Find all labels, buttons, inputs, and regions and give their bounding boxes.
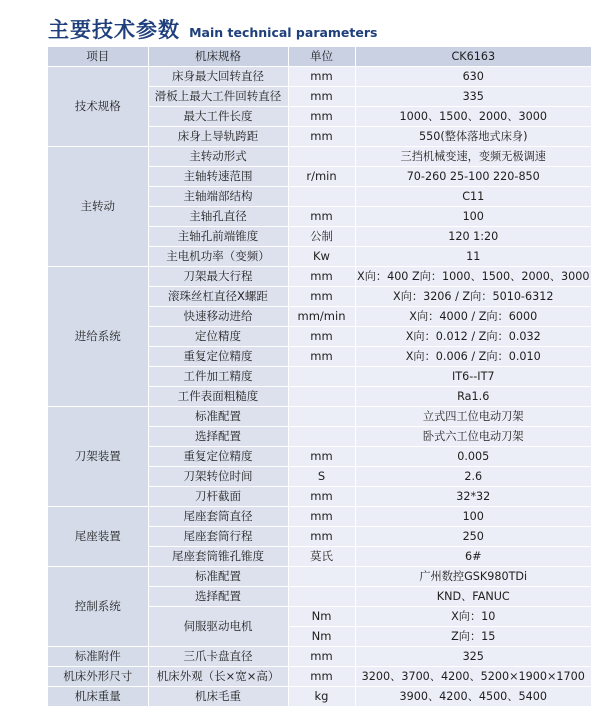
spec-name-cell: 尾座套筒锥孔锥度 bbox=[148, 547, 288, 567]
unit-cell: mm bbox=[288, 267, 355, 287]
unit-cell: mm bbox=[288, 127, 355, 147]
spec-name-cell: 标准配置 bbox=[148, 407, 288, 427]
value-cell: 0.005 bbox=[355, 447, 591, 467]
spec-name-cell: 刀杆截面 bbox=[148, 487, 288, 507]
spec-name-cell: 机床外观（长×宽×高） bbox=[148, 667, 288, 687]
unit-cell bbox=[288, 147, 355, 167]
unit-cell: r/min bbox=[288, 167, 355, 187]
spec-name-cell: 工件加工精度 bbox=[148, 367, 288, 387]
spec-table-body bbox=[48, 47, 591, 707]
page-title bbox=[48, 14, 377, 40]
value-cell: 立式四工位电动刀架 bbox=[355, 407, 591, 427]
unit-cell bbox=[288, 187, 355, 207]
group-name-cell: 进给系统 bbox=[48, 267, 148, 407]
value-cell: 630 bbox=[355, 67, 591, 87]
spec-name-cell: 主电机功率（变频） bbox=[148, 247, 288, 267]
value-cell: X向：3206 / Z向：5010-6312 bbox=[355, 287, 591, 307]
spec-name-cell: 主轴孔直径 bbox=[148, 207, 288, 227]
table-row bbox=[48, 407, 591, 427]
value-cell: 100 bbox=[355, 207, 591, 227]
unit-cell: mm bbox=[288, 87, 355, 107]
spec-name-cell: 重复定位精度 bbox=[148, 447, 288, 467]
spec-name-cell: 滚珠丝杠直径X螺距 bbox=[148, 287, 288, 307]
unit-cell: mm bbox=[288, 107, 355, 127]
unit-cell: mm bbox=[288, 327, 355, 347]
value-cell: 卧式六工位电动刀架 bbox=[355, 427, 591, 447]
unit-cell bbox=[288, 387, 355, 407]
group-name-cell: 尾座装置 bbox=[48, 507, 148, 567]
value-cell: 1000、1500、2000、3000 bbox=[355, 107, 591, 127]
value-cell: X向：0.006 / Z向：0.010 bbox=[355, 347, 591, 367]
unit-cell: mm bbox=[288, 527, 355, 547]
unit-cell: kg bbox=[288, 687, 355, 707]
spec-name-cell: 重复定位精度 bbox=[148, 347, 288, 367]
group-name-cell: 刀架装置 bbox=[48, 407, 148, 507]
spec-name-cell: 刀架最大行程 bbox=[148, 267, 288, 287]
unit-cell: mm bbox=[288, 67, 355, 87]
table-row bbox=[48, 67, 591, 87]
group-name-cell: 技术规格 bbox=[48, 67, 148, 147]
value-cell: 三挡机械变速，变频无极调速 bbox=[355, 147, 591, 167]
value-cell: X向：4000 / Z向：6000 bbox=[355, 307, 591, 327]
group-name-cell: 标准附件 bbox=[48, 647, 148, 667]
unit-cell: Nm bbox=[288, 607, 355, 627]
value-cell: 100 bbox=[355, 507, 591, 527]
spec-name-cell: 床身上导轨跨距 bbox=[148, 127, 288, 147]
spec-name-cell: 主轴转速范围 bbox=[148, 167, 288, 187]
table-row bbox=[48, 667, 591, 687]
value-cell: X向：0.012 / Z向：0.032 bbox=[355, 327, 591, 347]
value-cell: Ra1.6 bbox=[355, 387, 591, 407]
group-name-cell: 控制系统 bbox=[48, 567, 148, 647]
value-cell: 32*32 bbox=[355, 487, 591, 507]
value-cell: C11 bbox=[355, 187, 591, 207]
spec-table bbox=[48, 46, 591, 707]
value-cell: KND、FANUC bbox=[355, 587, 591, 607]
table-header-row bbox=[48, 47, 591, 67]
table-row bbox=[48, 647, 591, 667]
value-cell: IT6--IT7 bbox=[355, 367, 591, 387]
column-header-item: 项目 bbox=[48, 47, 148, 67]
spec-name-cell: 三爪卡盘直径 bbox=[148, 647, 288, 667]
value-cell: X向：400 Z向：1000、1500、2000、3000 bbox=[355, 267, 591, 287]
spec-name-cell: 选择配置 bbox=[148, 427, 288, 447]
unit-cell: mm bbox=[288, 287, 355, 307]
table-row bbox=[48, 687, 591, 707]
spec-name-cell: 尾座套筒行程 bbox=[148, 527, 288, 547]
value-cell: 广州数控GSK980TDi bbox=[355, 567, 591, 587]
unit-cell bbox=[288, 427, 355, 447]
value-cell: 3200、3700、4200、5200×1900×1700 bbox=[355, 667, 591, 687]
table-row bbox=[48, 507, 591, 527]
unit-cell: mm bbox=[288, 207, 355, 227]
spec-name-cell: 主轴孔前端锥度 bbox=[148, 227, 288, 247]
unit-cell: mm bbox=[288, 667, 355, 687]
value-cell: 3900、4200、4500、5400 bbox=[355, 687, 591, 707]
unit-cell: 公制 bbox=[288, 227, 355, 247]
unit-cell: mm bbox=[288, 487, 355, 507]
value-cell: 120 1:20 bbox=[355, 227, 591, 247]
unit-cell bbox=[288, 567, 355, 587]
spec-name-cell: 刀架转位时间 bbox=[148, 467, 288, 487]
column-header-unit: 单位 bbox=[288, 47, 355, 67]
title-english: Main technical parameters bbox=[189, 25, 378, 40]
table-row bbox=[48, 147, 591, 167]
table-row bbox=[48, 567, 591, 587]
spec-name-cell: 选择配置 bbox=[148, 587, 288, 607]
spec-name-cell: 标准配置 bbox=[148, 567, 288, 587]
value-cell: 550(整体落地式床身) bbox=[355, 127, 591, 147]
unit-cell: mm bbox=[288, 347, 355, 367]
spec-name-cell: 床身最大回转直径 bbox=[148, 67, 288, 87]
title-chinese: 主要技术参数 bbox=[48, 18, 180, 42]
column-header-spec: 机床规格 bbox=[148, 47, 288, 67]
value-cell: 250 bbox=[355, 527, 591, 547]
value-cell: Z向：15 bbox=[355, 627, 591, 647]
unit-cell: S bbox=[288, 467, 355, 487]
spec-name-cell: 定位精度 bbox=[148, 327, 288, 347]
unit-cell bbox=[288, 407, 355, 427]
unit-cell bbox=[288, 367, 355, 387]
spec-name-cell: 尾座套筒直径 bbox=[148, 507, 288, 527]
value-cell: X向：10 bbox=[355, 607, 591, 627]
spec-name-cell: 最大工件长度 bbox=[148, 107, 288, 127]
spec-name-cell: 滑板上最大工件回转直径 bbox=[148, 87, 288, 107]
unit-cell: Kw bbox=[288, 247, 355, 267]
unit-cell: mm bbox=[288, 447, 355, 467]
value-cell: 6# bbox=[355, 547, 591, 567]
spec-name-cell: 机床毛重 bbox=[148, 687, 288, 707]
unit-cell: Nm bbox=[288, 627, 355, 647]
value-cell: 70-260 25-100 220-850 bbox=[355, 167, 591, 187]
table-row bbox=[48, 267, 591, 287]
spec-name-cell: 伺服驱动电机 bbox=[148, 607, 288, 647]
group-name-cell: 主转动 bbox=[48, 147, 148, 267]
spec-name-cell: 工件表面粗糙度 bbox=[148, 387, 288, 407]
column-header-model: CK6163 bbox=[355, 47, 591, 67]
spec-name-cell: 主轴端部结构 bbox=[148, 187, 288, 207]
value-cell: 2.6 bbox=[355, 467, 591, 487]
unit-cell bbox=[288, 587, 355, 607]
group-name-cell: 机床外形尺寸 bbox=[48, 667, 148, 687]
value-cell: 11 bbox=[355, 247, 591, 267]
unit-cell: mm bbox=[288, 507, 355, 527]
value-cell: 335 bbox=[355, 87, 591, 107]
value-cell: 325 bbox=[355, 647, 591, 667]
spec-name-cell: 快速移动进给 bbox=[148, 307, 288, 327]
group-name-cell: 机床重量 bbox=[48, 687, 148, 707]
unit-cell: 莫氏 bbox=[288, 547, 355, 567]
spec-name-cell: 主转动形式 bbox=[148, 147, 288, 167]
unit-cell: mm/min bbox=[288, 307, 355, 327]
unit-cell: mm bbox=[288, 647, 355, 667]
